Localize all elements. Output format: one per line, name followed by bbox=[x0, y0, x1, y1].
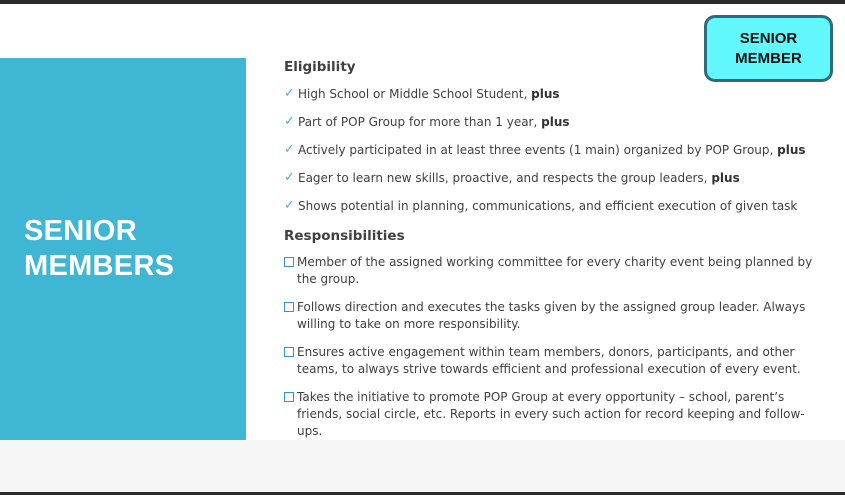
check-icon: ✓ bbox=[284, 86, 295, 101]
list-item bbox=[284, 299, 829, 333]
checkbox-icon bbox=[284, 392, 294, 402]
check-icon: ✓ bbox=[284, 114, 295, 129]
content-area bbox=[284, 54, 829, 451]
responsibility-text: Member of the assigned working committee for every charity event being planned by the group. bbox=[297, 255, 813, 286]
eligibility-text: Shows potential in planning, communications, and efficient execution of given task bbox=[298, 199, 798, 213]
eligibility-text: High School or Middle School Student, plus bbox=[298, 87, 560, 101]
responsibility-text: Ensures active engagement within team members, donors, participants, and other teams, to always strive towards efficient and professional execution of every event. bbox=[297, 345, 801, 376]
responsibility-text: Takes the initiative to promote POP Group at every opportunity – school, parent’s friends, social circle, etc. Reports in every such action for record keeping and follow-ups. bbox=[297, 390, 805, 438]
eligibility-text: Eager to learn new skills, proactive, and respects the group leaders, plus bbox=[298, 171, 740, 185]
eligibility-text: Part of POP Group for more than 1 year, plus bbox=[298, 115, 570, 129]
list-item bbox=[284, 192, 829, 220]
eligibility-list bbox=[284, 80, 829, 220]
check-icon: ✓ bbox=[284, 170, 295, 185]
list-item bbox=[284, 108, 829, 136]
responsibility-text: Follows direction and executes the tasks given by the assigned group leader. Always willing to take on more responsibility. bbox=[297, 300, 806, 331]
responsibilities-heading: Responsibilities bbox=[284, 228, 405, 244]
eligibility-heading: Eligibility bbox=[284, 59, 356, 75]
list-item bbox=[284, 254, 829, 288]
responsibilities-list bbox=[284, 254, 829, 440]
slide bbox=[0, 4, 845, 492]
checkbox-icon bbox=[284, 347, 294, 357]
list-item bbox=[284, 164, 829, 192]
list-item bbox=[284, 344, 829, 378]
list-item bbox=[284, 389, 829, 440]
check-icon: ✓ bbox=[284, 142, 295, 157]
eligibility-text: Actively participated in at least three events (1 main) organized by POP Group, plus bbox=[298, 143, 806, 157]
list-item bbox=[284, 136, 829, 164]
list-item bbox=[284, 80, 829, 108]
check-icon: ✓ bbox=[284, 198, 295, 213]
title-panel bbox=[0, 58, 246, 440]
badge-label: SENIOR MEMBER bbox=[735, 29, 802, 67]
panel-title: SENIOR MEMBERS bbox=[24, 215, 175, 282]
checkbox-icon bbox=[284, 302, 294, 312]
checkbox-icon bbox=[284, 257, 294, 267]
